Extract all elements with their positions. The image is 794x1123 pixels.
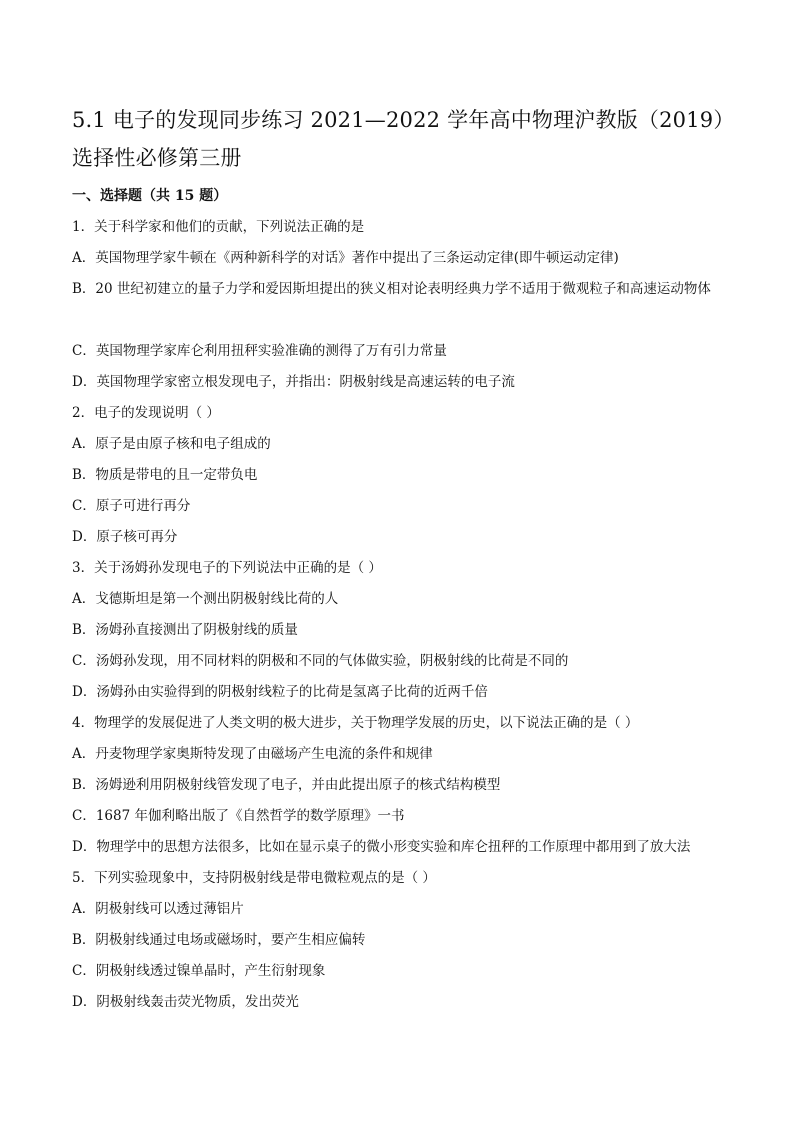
question-5-option-c: C．阴极射线透过镍单晶时，产生衍射现象 xyxy=(72,963,326,979)
question-5-option-a: A．阴极射线可以透过薄铝片 xyxy=(72,901,244,917)
question-4-stem: 4．物理学的发展促进了人类文明的极大进步，关于物理学发展的历史，以下说法正确的是（ ） xyxy=(72,715,639,731)
question-2-stem: 2．电子的发现说明（ ） xyxy=(72,405,220,421)
question-2-option-b: B．物质是带电的且一定带负电 xyxy=(72,467,258,483)
question-3-option-d: D．汤姆孙由实验得到的阴极射线粒子的比荷是氢离子比荷的近两千倍 xyxy=(72,684,488,700)
question-3-stem: 3．关于汤姆孙发现电子的下列说法中正确的是（ ） xyxy=(72,560,382,576)
question-3-option-b: B．汤姆孙直接测出了阴极射线的质量 xyxy=(72,622,298,638)
question-5-option-b: B．阴极射线通过电场或磁场时，要产生相应偏转 xyxy=(72,932,366,948)
question-5-option-d: D．阴极射线轰击荧光物质，发出荧光 xyxy=(72,994,299,1010)
page-title: 5.1 电子的发现同步练习 2021—2022 学年高中物理沪教版（2019）选择性必修第三册 xyxy=(72,108,725,170)
section-heading: 一、选择题（共 15 题） xyxy=(72,188,228,204)
question-5-stem: 5．下列实验现象中，支持阴极射线是带电微粒观点的是（ ） xyxy=(72,870,436,886)
question-4-option-c: C．1687 年伽利略出版了《自然哲学的数学原理》一书 xyxy=(72,808,405,824)
question-3-option-a: A．戈德斯坦是第一个测出阴极射线比荷的人 xyxy=(72,591,339,607)
question-2-option-c: C．原子可进行再分 xyxy=(72,498,191,514)
question-4-option-a: A．丹麦物理学家奥斯特发现了由磁场产生电流的条件和规律 xyxy=(72,746,433,762)
question-3-option-c: C．汤姆孙发现，用不同材料的阴极和不同的气体做实验，阴极射线的比荷是不同的 xyxy=(72,653,569,669)
question-4-option-d: D．物理学中的思想方法很多，比如在显示桌子的微小形变实验和库仑扭秤的工作原理中都用到了放大法 xyxy=(72,839,691,855)
question-2-option-d: D．原子核可再分 xyxy=(72,529,178,545)
question-1-stem: 1．关于科学家和他们的贡献，下列说法正确的是 xyxy=(72,219,365,235)
question-1-option-b: B．20 世纪初建立的量子力学和爱因斯坦提出的狭义相对论表明经典力学不适用于微观粒子和高速运动物体 xyxy=(72,281,711,297)
question-1-option-a: A．英国物理学家牛顿在《两种新科学的对话》著作中提出了三条运动定律(即牛顿运动定律) xyxy=(72,250,619,266)
question-1-option-c: C．英国物理学家库仑利用扭秤实验准确的测得了万有引力常量 xyxy=(72,343,447,359)
question-4-option-b: B．汤姆逊利用阴极射线管发现了电子，并由此提出原子的核式结构模型 xyxy=(72,777,501,793)
question-1-option-d: D．英国物理学家密立根发现电子，并指出：阴极射线是高速运转的电子流 xyxy=(72,374,515,390)
question-2-option-a: A．原子是由原子核和电子组成的 xyxy=(72,436,271,452)
